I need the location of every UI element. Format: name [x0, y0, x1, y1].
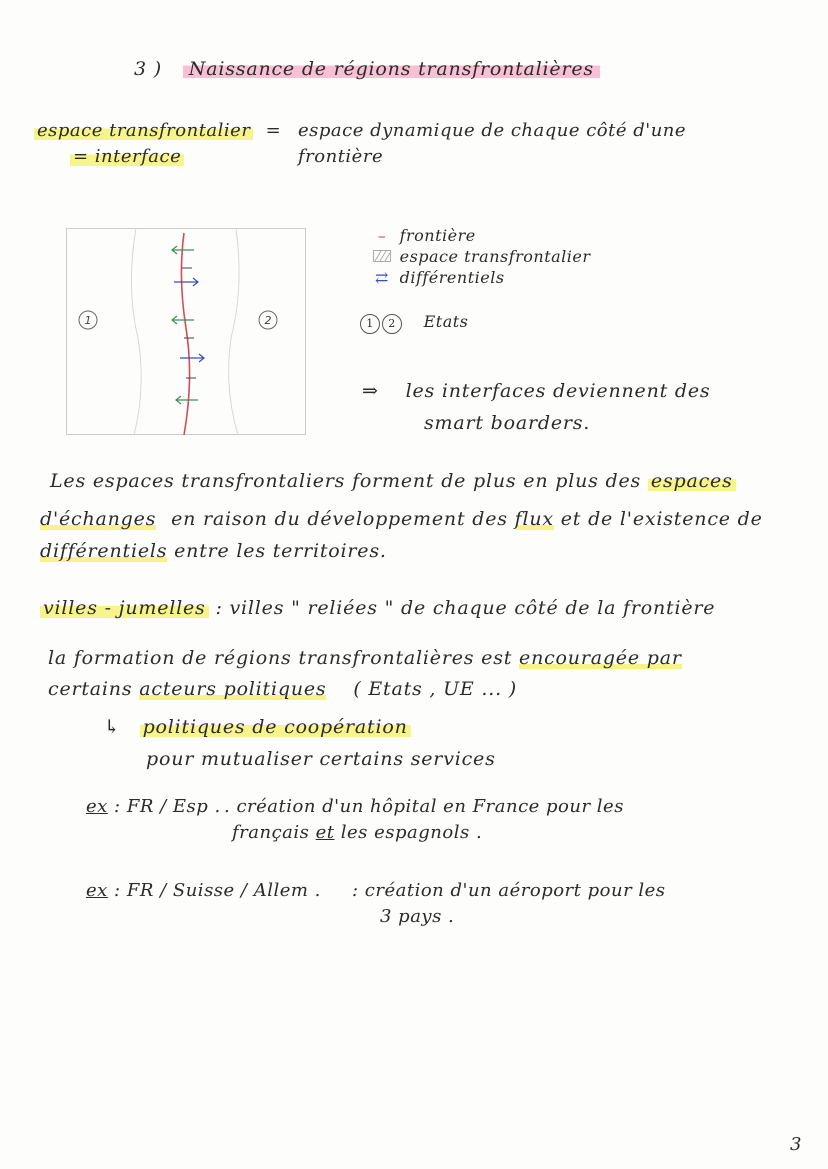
example-1-countries: : FR / Esp .	[114, 796, 221, 817]
border-diagram	[66, 228, 306, 435]
legend-diff-label: différentiels	[399, 268, 505, 287]
example-2-label: ex	[86, 880, 108, 901]
paragraph-line-1	[50, 470, 736, 492]
section-heading	[134, 58, 600, 80]
formation-highlight-1: encouragée par	[519, 647, 682, 669]
formation-highlight-2: acteurs politiques	[139, 678, 327, 700]
transfrontier-zone-left	[131, 228, 141, 435]
section-title: Naissance de régions transfrontalières	[183, 58, 600, 80]
hatched-area-icon	[370, 247, 394, 266]
formation-text-1: la formation de régions transfrontalières est	[48, 647, 513, 669]
frontier-line	[181, 233, 189, 435]
state-1-label: 1	[84, 314, 92, 327]
p2-text-b: et de l'existence de	[560, 508, 763, 530]
legend-frontier-label: frontière	[399, 226, 476, 245]
paragraph-line-2	[40, 508, 763, 530]
definition-desc-2: frontière	[298, 146, 384, 167]
formation-text-2: certains	[48, 678, 133, 700]
definition-term2	[70, 146, 184, 167]
exchange-arrows-icon: ⇄	[375, 268, 389, 287]
legend-states	[360, 312, 468, 334]
conclusion-text-1: les interfaces deviennent des	[405, 380, 711, 402]
example-2-countries: : FR / Suisse / Allem .	[114, 880, 321, 901]
cooperation-line-1	[104, 716, 411, 738]
equals-sign: =	[265, 120, 282, 141]
example-2-line-1: : création d'un aéroport pour les	[352, 880, 666, 901]
example-2	[86, 880, 321, 901]
section-number: 3 )	[134, 58, 162, 80]
definition-term	[34, 120, 281, 141]
p2-text: en raison du développement des	[171, 508, 508, 530]
legend-states-label: Etats	[423, 312, 469, 331]
example-2-line-2: 3 pays .	[380, 906, 455, 927]
page-number: 3	[790, 1134, 802, 1155]
example-1-line-1: . création d'un hôpital en France pour les	[224, 796, 624, 817]
twin-cities-desc: : villes " reliées " de chaque côté de la frontière	[215, 597, 716, 619]
example-1-label: ex	[86, 796, 108, 817]
transfrontier-zone-right	[229, 228, 239, 435]
implies-arrow-icon: ⇒	[362, 380, 379, 402]
p2-highlight: d'échanges	[40, 508, 157, 530]
conclusion-line-2: smart boarders.	[424, 412, 591, 434]
formation-line-2	[48, 678, 517, 700]
legend-diff	[370, 268, 505, 287]
term-espace-transfrontalier: espace transfrontalier	[34, 120, 253, 141]
corner-arrow-icon: ↳	[104, 716, 121, 738]
p3-text: entre les territoires.	[174, 540, 387, 562]
p1-highlight: espaces	[648, 470, 736, 492]
example-1-line-2	[232, 822, 482, 843]
state-2-icon: 2	[382, 314, 402, 334]
state-2-label: 2	[264, 314, 272, 327]
paragraph-line-3	[40, 540, 387, 562]
cooperation-desc: pour mutualiser certains services	[146, 748, 496, 770]
twin-cities	[40, 597, 715, 619]
p3-highlight: différentiels	[40, 540, 168, 562]
state-1-icon: 1	[360, 314, 380, 334]
twin-cities-term: villes - jumelles	[40, 597, 209, 619]
term-interface: = interface	[70, 146, 184, 167]
frontier-line-icon: –	[377, 226, 387, 245]
conclusion-line-1	[362, 380, 710, 402]
cooperation-term: politiques de coopération	[140, 716, 411, 738]
example-1-espagnols: les espagnols .	[340, 822, 483, 843]
legend-space-label: espace transfrontalier	[399, 247, 591, 266]
legend-frontier	[370, 226, 476, 245]
p1-text: Les espaces transfrontaliers forment de plus en plus des	[50, 470, 642, 492]
formation-text-2b: ( Etats , UE ... )	[353, 678, 517, 700]
legend-space	[370, 247, 591, 266]
definition-desc-1: espace dynamique de chaque côté d'une	[298, 120, 687, 141]
example-1-et: et	[315, 822, 335, 843]
example-1-francais: français	[232, 822, 310, 843]
example-1	[86, 796, 221, 817]
p2-highlight-flux: flux	[514, 508, 554, 530]
formation-line-1	[48, 647, 682, 669]
